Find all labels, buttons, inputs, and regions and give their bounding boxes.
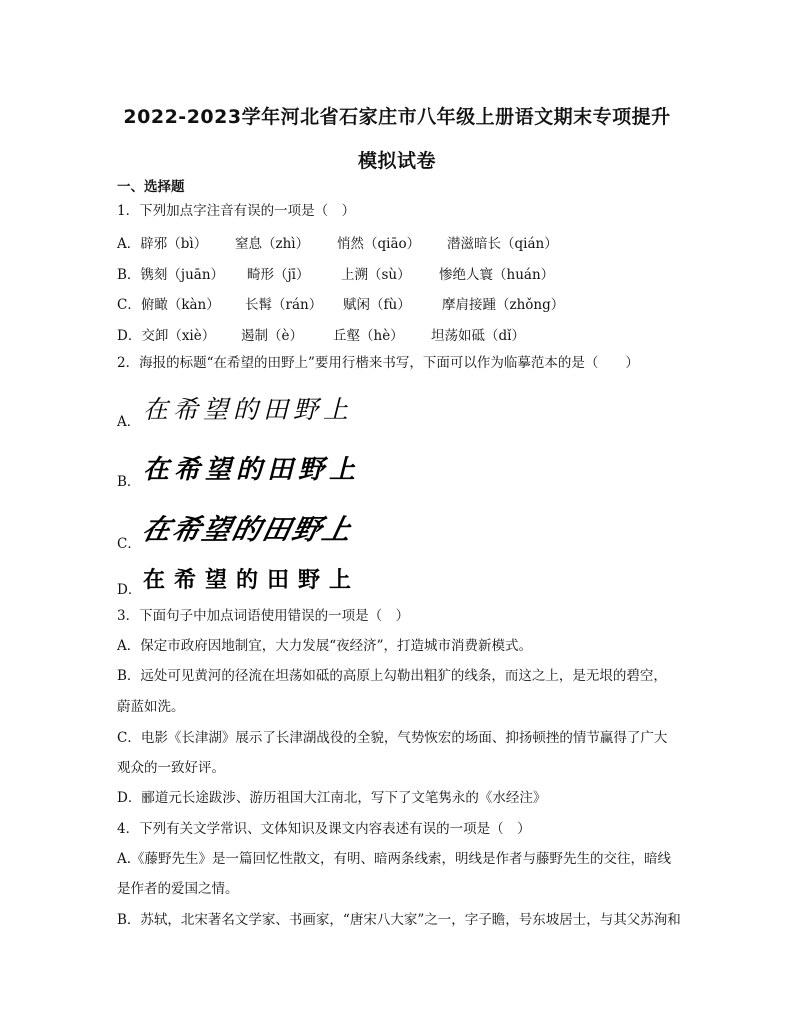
q3-line: A．保定市政府因地制宜，大力发展“夜经济”，打造城市消费新模式。 <box>117 638 533 654</box>
q2-option-d <box>117 558 417 598</box>
q1-c-4: 摩肩接踵（zhǒng） <box>442 297 565 313</box>
q4-line: 是作者的爱国之情。 <box>117 881 239 897</box>
q1-c-1: C．俯瞰（kàn） <box>117 297 220 313</box>
q1-d-4: 坦荡如砥（dǐ） <box>431 328 525 344</box>
q4-line: B．苏轼，北宋著名文学家、书画家，“唐宋八大家”之一，字子瞻，号东坡居士，与其父苏洵和 <box>117 912 681 928</box>
q2-c-calligraphy: 在希望的田野上 <box>139 513 357 546</box>
q1-b-1: B．镌刻（juān） <box>117 267 225 283</box>
q2-d-letter: D． <box>117 582 142 598</box>
q3-line: 观众的一致好评。 <box>117 760 225 776</box>
q4-stem: 4．下列有关文学常识、文体知识及课文内容表述有误的一项是（ ） <box>117 821 531 837</box>
section-heading: 一、选择题 <box>117 179 185 195</box>
q1-a-1: A．辟邪（bì） <box>117 236 208 252</box>
q2-c-letter: C． <box>117 536 141 552</box>
q1-c-2: 长髯（rán） <box>245 297 323 313</box>
q3-stem: 3．下面句子中加点词语使用错误的一项是（ ） <box>117 608 410 624</box>
q2-option-c <box>117 512 417 552</box>
q2-d-calligraphy: 在希望的田野上 <box>143 568 361 593</box>
q2-a-letter: A． <box>117 414 141 430</box>
q1-stem: 1．下列加点字注音有误的一项是（ ） <box>117 203 356 219</box>
q3-line: B．远处可见黄河的径流在坦荡如砥的高原上勾勒出粗犷的线条，而这之上，是无垠的碧空， <box>117 668 667 684</box>
q1-a-3: 悄然（qiāo） <box>337 236 421 252</box>
q1-d-2: 遏制（è） <box>241 328 303 344</box>
q2-b-calligraphy: 在希望的田野上 <box>143 455 361 485</box>
q1-b-3: 上溯（sù） <box>341 267 411 283</box>
q1-c-3: 赋闲（fù） <box>343 297 411 313</box>
q4-line: A.《藤野先生》是一篇回忆性散文，有明、暗两条线索，明线是作者与藤野先生的交往，暗线 <box>117 851 672 867</box>
q1-d-1: D．交卸（xiè） <box>117 328 216 344</box>
q2-option-b <box>117 450 417 490</box>
q1-a-4: 潜滋暗长（qián） <box>447 236 558 252</box>
q1-b-4: 惨绝人寰（huán） <box>439 267 555 283</box>
q2-a-calligraphy: 在希望的田野上 <box>143 395 354 424</box>
q2-b-letter: B． <box>117 474 141 490</box>
q2-option-a <box>117 390 417 430</box>
q1-a-2: 窒息（zhì） <box>235 236 310 252</box>
q2-stem: 2．海报的标题“在希望的田野上”要用行楷来书写，下面可以作为临摹范本的是（ ） <box>117 355 639 371</box>
page-subtitle: 模拟试卷 <box>357 150 436 172</box>
page-title: 2022-2023学年河北省石家庄市八年级上册语文期末专项提升 <box>123 106 671 128</box>
q3-line: C．电影《长津湖》展示了长津湖战役的全貌，气势恢宏的场面、抑扬顿挫的情节赢得了广大 <box>117 730 668 746</box>
q1-b-2: 畸形（jī） <box>247 267 310 283</box>
q3-line: 蔚蓝如洗。 <box>117 699 185 715</box>
q1-d-3: 丘壑（hè） <box>333 328 404 344</box>
q3-line: D．郦道元长途跋涉、游历祖国大江南北，写下了文笔隽永的《水经注》 <box>117 790 547 806</box>
